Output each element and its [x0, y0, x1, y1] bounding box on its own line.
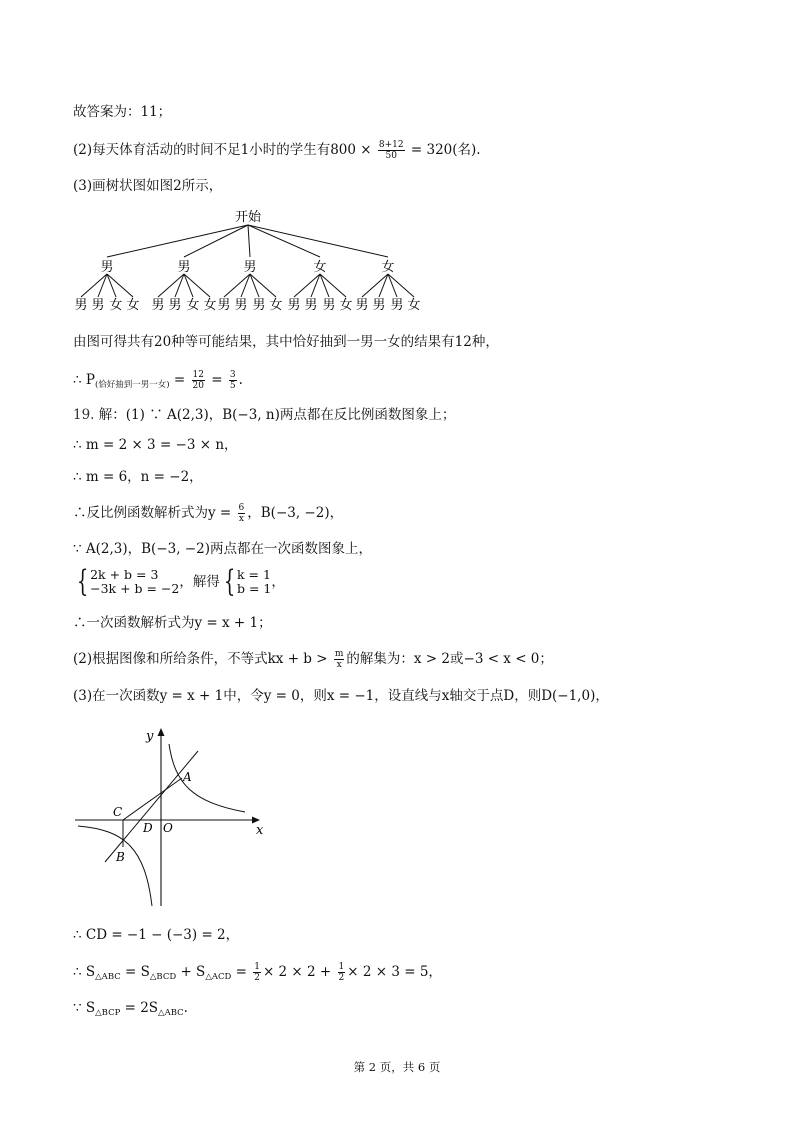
- tree-branch-line: [184, 225, 248, 257]
- text-segment: × 2 × 2 +: [262, 964, 336, 980]
- tree-branch-line: [294, 274, 320, 297]
- tree-leaf-label: 男: [287, 298, 301, 313]
- solution-system: [237, 568, 271, 596]
- question-number: 19.: [73, 407, 95, 423]
- fraction-denominator: 50: [385, 151, 397, 161]
- probability-line: ∴ $P_{(恰好抽到一男一女)}$ = $\frac{12}{20}$ = $\frac{3}{5}$ .: [73, 370, 243, 391]
- text-segment: .: [183, 1000, 188, 1016]
- fraction-denominator: 2: [338, 973, 345, 983]
- tree-leaf-label: 男: [151, 298, 165, 313]
- tree-branch-line: [184, 274, 210, 297]
- tree-branch-line: [320, 274, 346, 297]
- linear-function-line: ∴一次函数解析式为y = x + 1；: [73, 615, 272, 631]
- equation: k = 1: [236, 567, 271, 582]
- text-segment: 的解集为：x > 2或−3 < x < 0；: [346, 651, 553, 667]
- tree-diagram: [70, 205, 440, 323]
- equation: −3k + b = −2: [90, 581, 180, 596]
- fraction: [334, 649, 345, 670]
- tree-branch-line: [158, 274, 184, 297]
- fraction-denominator: 2: [254, 973, 260, 983]
- answer-line: 故答案为：11；: [73, 104, 172, 120]
- part3-line: (3)在一次函数y = x + 1中，令y = 0，则x = −1，设直线与x轴交于点D，则D(−1,0)，: [73, 688, 609, 704]
- tree-level1-label: 女: [381, 260, 395, 275]
- tree-leaf-label: 女: [109, 298, 123, 313]
- fraction-numerator: 1: [254, 962, 260, 972]
- tree-level1-label: 男: [243, 260, 257, 275]
- tree-leaf-label: 男: [234, 298, 248, 313]
- fraction-denominator: 5: [229, 381, 236, 391]
- tree-branch-line: [224, 274, 250, 297]
- fraction: [253, 962, 261, 983]
- tree-leaf-label: 男: [252, 298, 266, 313]
- linear-points-line: ∵ A(2,3)，B(−3, −2)两点都在一次函数图象上，: [73, 541, 372, 557]
- subscript: △ABC: [95, 972, 121, 982]
- hyperbola-branch-q1: [169, 744, 245, 812]
- fraction-denominator: x: [336, 660, 342, 670]
- tree-result-line: 由图可得共有20种等可能结果，其中恰好抽到一男一女的结果有12种，: [73, 334, 499, 350]
- tree-branch-line: [362, 274, 388, 297]
- segment-ca: [123, 778, 182, 820]
- text-segment: = 320(名).: [406, 142, 481, 158]
- equation-system: [90, 568, 179, 596]
- hyperbola-branch-q3: [78, 826, 152, 906]
- tree-leaf-label: 男: [304, 298, 318, 313]
- point-label-c: C: [113, 805, 123, 819]
- equation-line: ∴ m = 6，n = −2，: [73, 469, 203, 485]
- tree-leaf-label: 女: [186, 298, 200, 313]
- left-brace: {: [223, 564, 236, 599]
- tree-leaf-label: 男: [168, 298, 182, 313]
- x-axis-label: x: [256, 823, 264, 838]
- subscript: △BCD: [149, 972, 177, 982]
- text-segment: = 2S: [120, 1000, 159, 1016]
- area-line: [73, 962, 442, 986]
- fraction-numerator: 6: [238, 503, 245, 513]
- text-segment: ∴反比例函数解析式为y =: [73, 505, 236, 521]
- tree-leaf-label: 男: [217, 298, 231, 313]
- coordinate-graph: [70, 718, 280, 910]
- text-segment: × 2 × 3 = 5，: [347, 964, 442, 980]
- fraction-numerator: 12: [192, 370, 204, 380]
- tree-leaf-label: 女: [126, 298, 140, 313]
- tree-leaf-label: 男: [74, 298, 88, 313]
- tree-leaf-label: 男: [372, 298, 386, 313]
- tree-branch-line: [248, 225, 250, 257]
- cd-line: ∴ CD = −1 − (−3) = 2，: [73, 927, 240, 943]
- fraction: [229, 370, 237, 391]
- fraction-numerator: 3: [229, 370, 236, 380]
- inequality-line: [73, 649, 553, 670]
- tree-branch-line: [107, 274, 133, 297]
- text-segment: ，解得: [179, 574, 220, 590]
- text-segment: (2)每天体育活动的时间不足1小时的学生有800 ×: [73, 142, 376, 158]
- fraction-denominator: x: [238, 514, 244, 524]
- text-segment: + S: [176, 964, 206, 980]
- tree-branch-line: [81, 274, 107, 297]
- tree-leaf-label: 女: [407, 298, 421, 313]
- equation: b = 1: [236, 581, 272, 596]
- equation-system-line: [73, 564, 285, 604]
- tree-branch-line: [107, 225, 248, 257]
- subscript: △ACD: [205, 972, 232, 982]
- tree-root-label: 开始: [234, 210, 262, 225]
- text-segment: ∴ P: [73, 372, 95, 388]
- equation: 2k + b = 3: [90, 567, 159, 582]
- text-segment: 解：(1) ∵ A(2,3)，B(−3, n)两点都在反比例函数图象上；: [94, 407, 456, 423]
- fraction-denominator: 20: [192, 381, 204, 391]
- text-segment: ∴ S: [73, 964, 96, 980]
- text-segment: =: [169, 372, 190, 388]
- fraction: [238, 503, 246, 524]
- fraction: [192, 370, 205, 391]
- left-brace: {: [76, 564, 89, 599]
- text-segment: .: [238, 372, 243, 388]
- fraction-numerator: 8+12: [378, 140, 404, 150]
- point-label-a: A: [183, 770, 192, 784]
- text-segment: ，: [271, 574, 285, 590]
- text-segment: ∵ S: [73, 1000, 96, 1016]
- point-label-d: D: [143, 821, 153, 835]
- point-label-b: B: [116, 850, 125, 864]
- tree-leaf-label: 女: [269, 298, 283, 313]
- text-segment: = S: [120, 964, 150, 980]
- tree-leaf-label: 女: [203, 298, 217, 313]
- question19-line: [73, 406, 455, 424]
- solution-part2-line: [73, 140, 481, 161]
- fraction: [338, 962, 346, 983]
- text-segment: (2)根据图像和所给条件，不等式kx + b >: [73, 651, 332, 667]
- tree-leaf-label: 男: [390, 298, 404, 313]
- subscript: △BCP: [95, 1008, 121, 1018]
- tree-branch-line: [248, 225, 320, 257]
- area-relation-line: [73, 999, 188, 1022]
- y-axis-arrow: [158, 728, 165, 736]
- tree-intro-line: (3)画树状图如图2所示，: [73, 178, 223, 194]
- tree-branch-line: [248, 225, 388, 257]
- tree-leaf-label: 男: [355, 298, 369, 313]
- fraction-numerator: m: [334, 649, 344, 659]
- tree-level1-label: 男: [100, 260, 114, 275]
- tree-leaf-label: 男: [322, 298, 336, 313]
- tree-branch-line: [250, 274, 276, 297]
- subscript: (恰好抽到一男一女): [94, 380, 170, 390]
- tree-leaf-label: 男: [91, 298, 105, 313]
- y-axis-label: y: [146, 729, 154, 744]
- tree-leaf-label: 女: [339, 298, 353, 313]
- fraction: [378, 140, 405, 161]
- tree-level1-label: 女: [313, 260, 327, 275]
- page-footer: 第 2 页，共 6 页: [353, 1060, 441, 1074]
- text-segment: ，B(−3, −2)，: [247, 505, 344, 521]
- fraction-numerator: 1: [338, 962, 345, 972]
- equation-line: ∴ m = 2 × 3 = −3 × n，: [73, 437, 238, 453]
- tree-level1-label: 男: [177, 260, 191, 275]
- subscript: △ABC: [158, 1008, 184, 1018]
- point-label-o: O: [163, 821, 173, 835]
- inverse-function-line: [73, 503, 343, 524]
- tree-branch-line: [388, 274, 414, 297]
- text-segment: =: [231, 964, 252, 980]
